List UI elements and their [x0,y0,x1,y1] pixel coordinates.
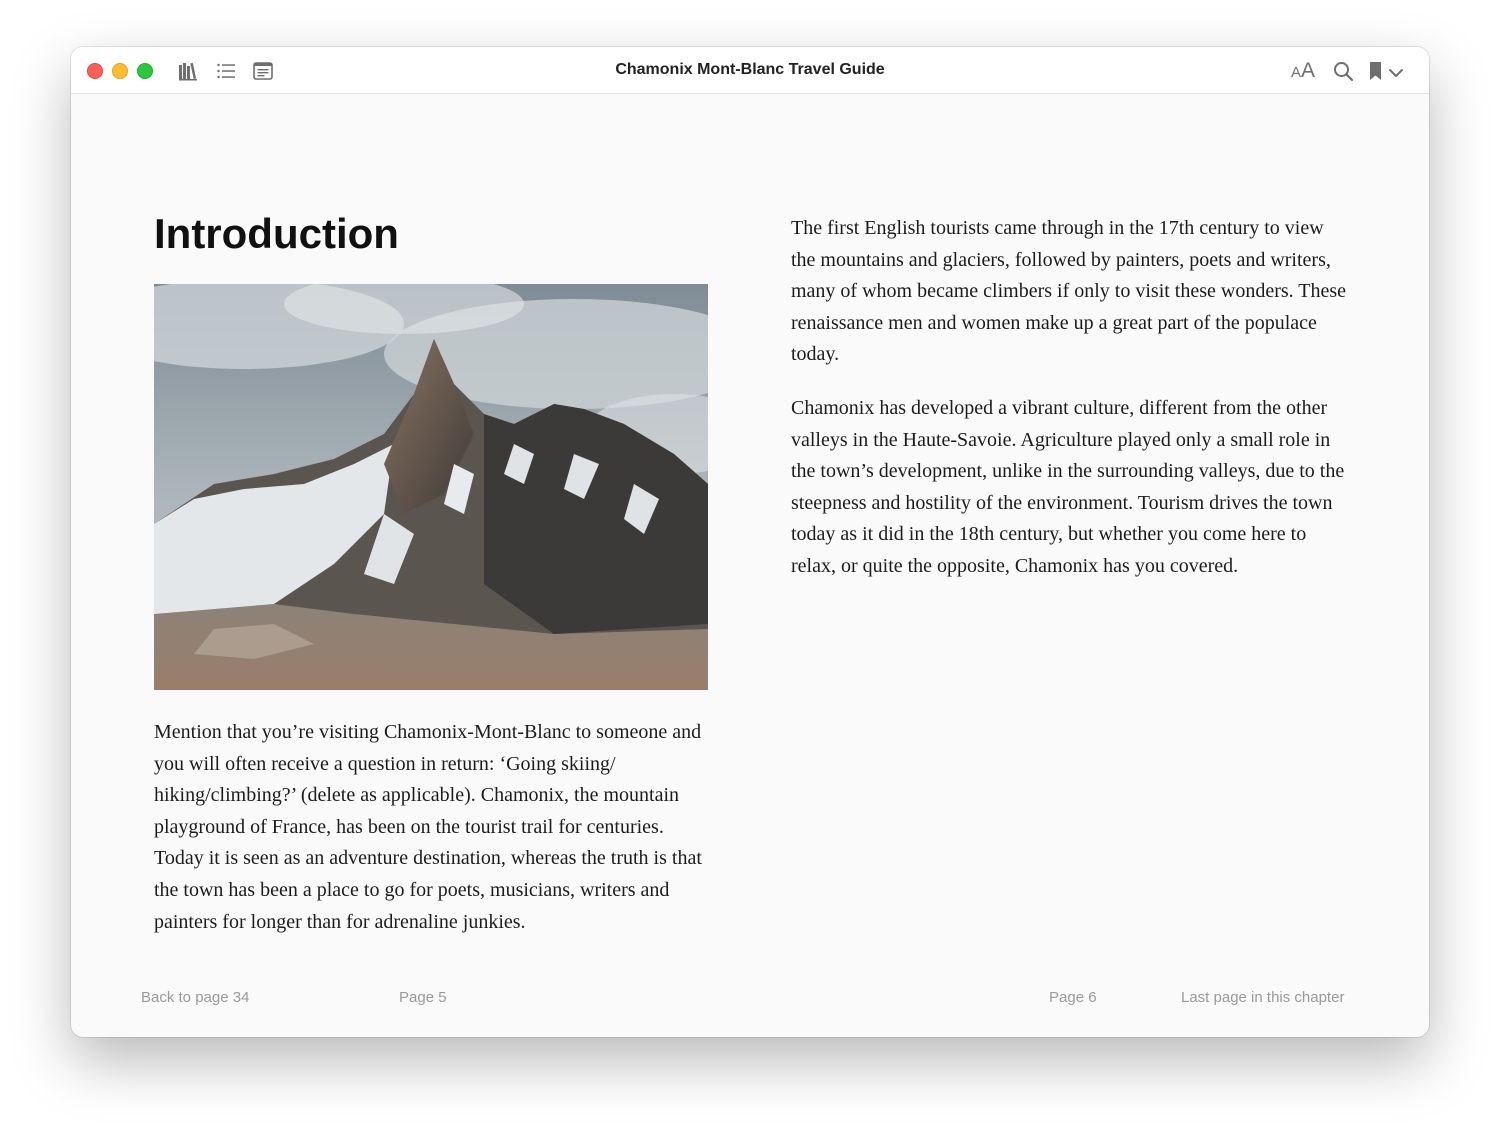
font-size-big-label: A [1301,59,1316,82]
window-title: Chamonix Mont-Blanc Travel Guide [615,61,885,78]
right-column [791,213,1351,583]
left-column [154,717,714,938]
chevron-down-icon[interactable] [1385,62,1407,84]
right-page-number: Page 6 [1049,989,1097,1006]
book-content [71,93,1429,1037]
back-to-page-link[interactable]: Back to page 34 [141,989,250,1006]
font-size-small-label: A [1291,64,1302,81]
mountain-photo [154,284,708,690]
left-page-number: Page 5 [399,989,447,1006]
body-paragraph: Chamonix has developed a vibrant culture, different from the other valleys in the Haute-Savoie. Agriculture played only a small role in the town’s development, unlike in the surrounding valleys, due to the steepness and hostility of the environment. Tourism drives the town today as it did in the 18th century, but whether you come here to relax, or quite the opposite, Chamonix has you covered. [791,396,1345,577]
title-bar [71,47,1429,94]
font-size-icon[interactable] [1291,59,1315,83]
chapter-heading: Introduction [154,210,399,257]
search-icon[interactable] [1332,60,1354,82]
intro-paragraph: Mention that you’re visiting Chamonix-Mont-Blanc to someone and you will often receive a question in return: ‘Going skiing/ hiking/climbing?’ (delete as applicable). Chamonix, the mountain playground of France, has been on the tourist trail for centuries. Today it is seen as an adventure destination, whereas the truth is that the town has been a place to go for poets, musicians, writers and painters for longer than for adrenaline junkies. [154,721,702,933]
body-paragraph: The first English tourists came through in the 17th century to view the mountains and glaciers, followed by painters, poets and writers, many of whom became climbers if only to visit these wonders. These renaissance men and women make up a great part of the populace today. [791,217,1347,366]
book-window [71,47,1429,1037]
chapter-end-label: Last page in this chapter [1181,989,1345,1006]
bookmark-icon[interactable] [1365,60,1387,82]
